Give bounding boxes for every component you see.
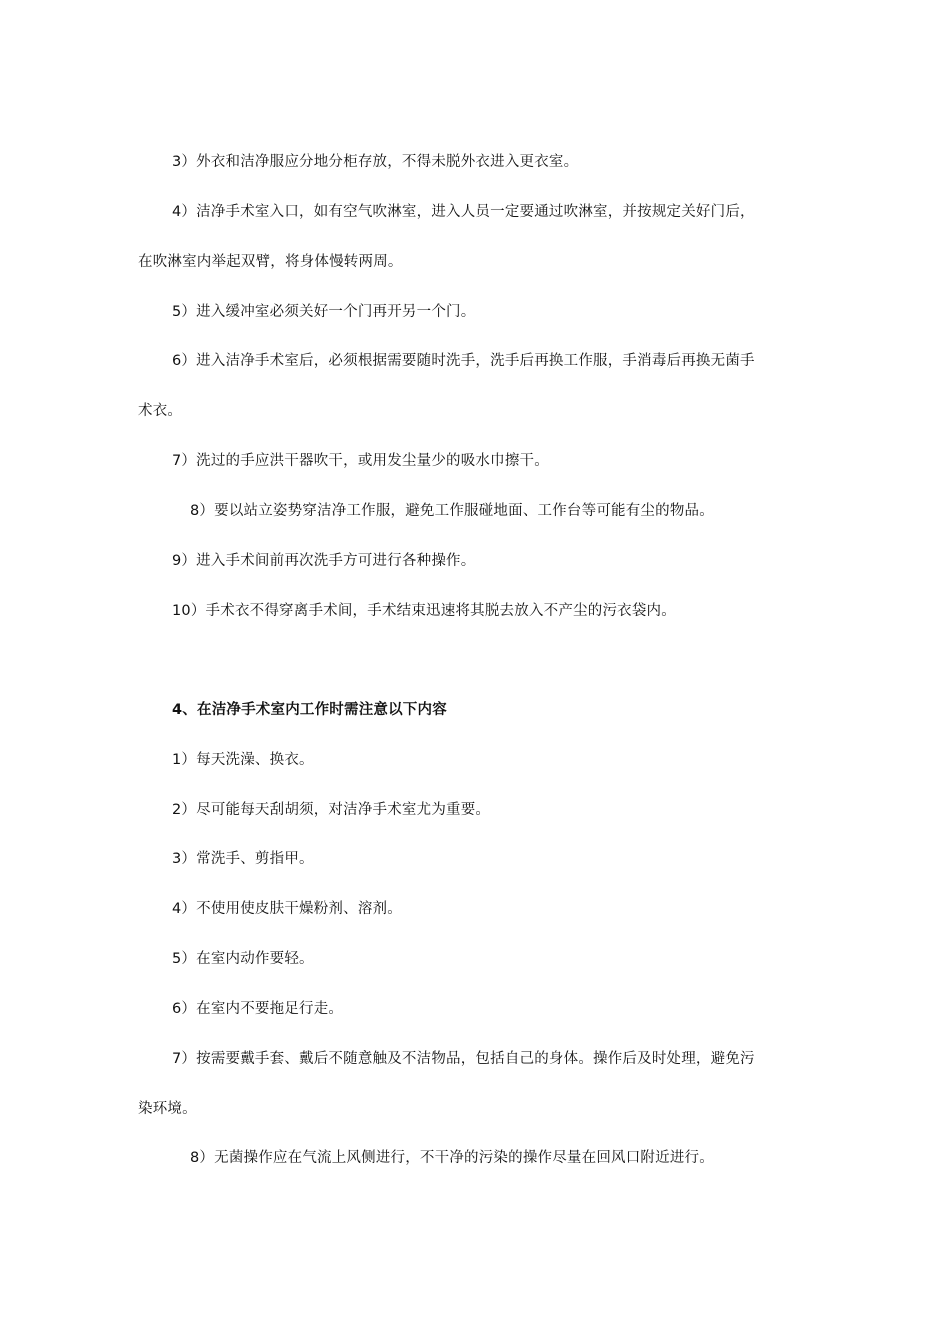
paragraph-item-7: 7）洗过的手应洪干器吹干，或用发尘量少的吸水巾擦干。 [172,453,549,469]
paragraph-item-3: 3）外衣和洁净服应分地分柜存放，不得未脱外衣进入更衣室。 [172,154,579,170]
section-heading: 4、在洁净手术室内工作时需注意以下内容 [172,702,447,718]
list-item-6: 6）在室内不要拖足行走。 [172,1001,344,1017]
paragraph-item-9: 9）进入手术间前再次洗手方可进行各种操作。 [172,553,476,569]
paragraph-item-5: 5）进入缓冲室必须关好一个门再开另一个门。 [172,304,476,320]
list-item-7: 7）按需要戴手套、戴后不随意触及不洁物品，包括自己的身体。操作后及时处理，避免污 [172,1051,755,1067]
list-item-8: 8）无菌操作应在气流上风侧进行，不干净的污染的操作尽量在回风口附近进行。 [190,1150,714,1166]
paragraph-item-6: 6）进入洁净手术室后，必须根据需要随时洗手，洗手后再换工作服，手消毒后再换无菌手 [172,353,755,369]
list-item-1: 1）每天洗澡、换衣。 [172,752,314,768]
list-item-4: 4）不使用使皮肤干燥粉剂、溶剂。 [172,901,402,917]
list-item-5: 5）在室内动作要轻。 [172,951,314,967]
paragraph-item-6-continued: 术衣。 [138,403,183,419]
paragraph-item-4: 4）洁净手术室入口，如有空气吹淋室，进入人员一定要通过吹淋室，并按规定关好门后， [172,204,755,220]
list-item-2: 2）尽可能每天刮胡须，对洁净手术室尤为重要。 [172,802,491,818]
paragraph-item-10: 10）手术衣不得穿离手术间，手术结束迅速将其脱去放入不产尘的污衣袋内。 [172,603,676,619]
list-item-3: 3）常洗手、剪指甲。 [172,851,314,867]
list-item-7-continued: 染环境。 [138,1101,197,1117]
paragraph-item-4-continued: 在吹淋室内举起双臂，将身体慢转两周。 [138,254,403,270]
paragraph-item-8: 8）要以站立姿势穿洁净工作服，避免工作服碰地面、工作台等可能有尘的物品。 [190,503,714,519]
